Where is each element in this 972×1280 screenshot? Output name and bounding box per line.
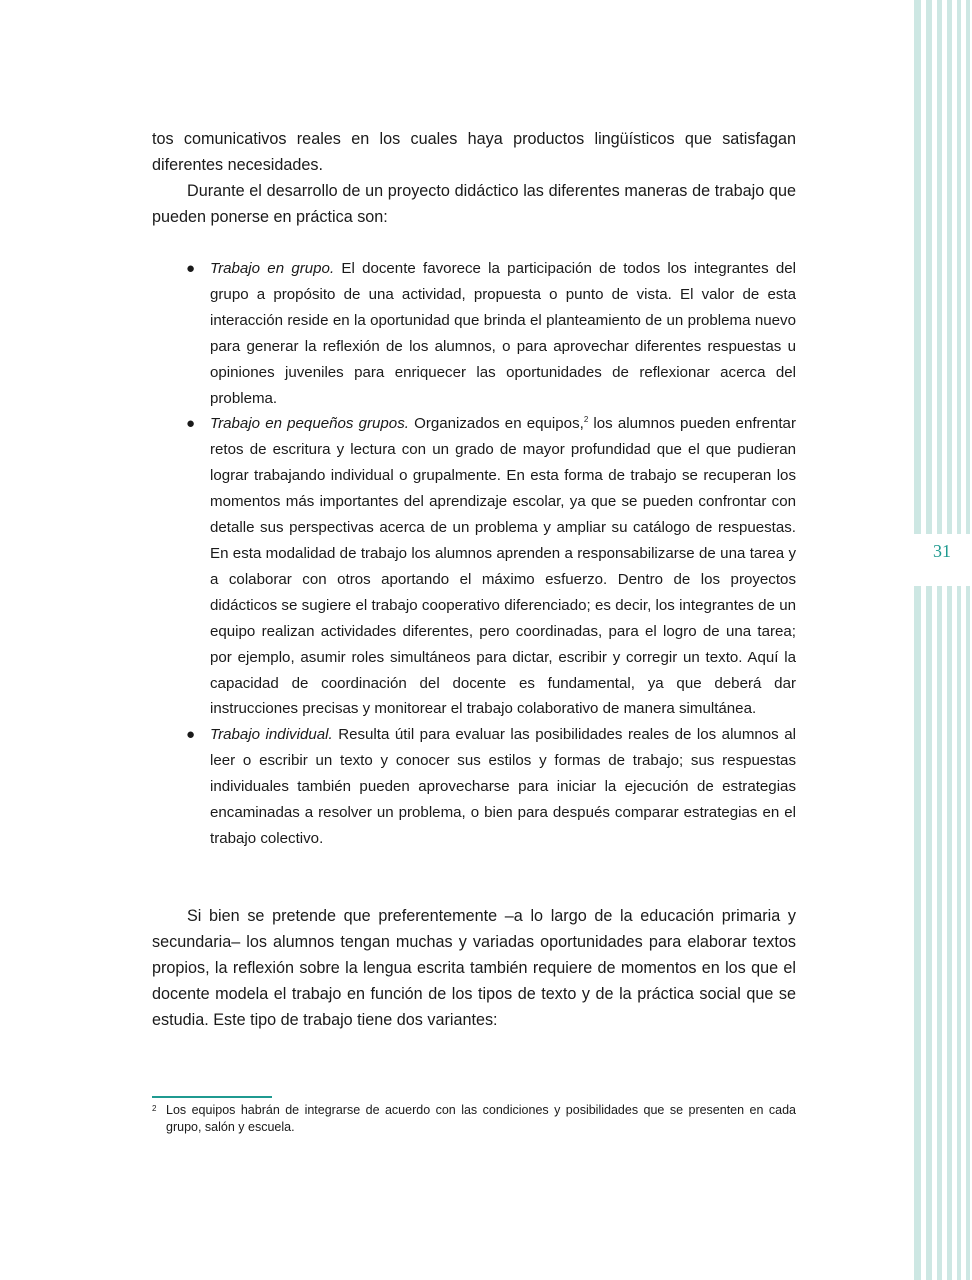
list-item [152,256,796,411]
closing-block [152,903,796,1033]
list-item-title: Trabajo en grupo. [210,260,335,277]
list-item-text: El docente favorece la participación de todos los integrantes del grupo a propósito de una actividad, propuesta o punto de vista. El valor de esta interacción reside en la oportunidad que brinda el planteamiento de un problema nuevo para generar la reflexión de los alumnos, o para aprovechar diferentes respuestas u opiniones juveniles para enriquecer las oportunidades de reflexionar acerca del problema. [210,260,797,407]
list-item [152,722,796,852]
work-modes-list [152,256,796,852]
list-item-title: Trabajo individual. [210,726,333,744]
stripe [966,0,970,1280]
stripe [914,0,921,1280]
bullet-icon: ● [186,726,196,744]
intro-block [152,126,796,230]
intro-continuation: tos comunicativos reales en los cuales haya productos lingüísticos que satisfagan diferentes necesidades. [152,130,796,174]
list-item-text: los alumnos pueden enfrentar retos de escritura y lectura con un grado de mayor profundidad que el que pudieran lograr trabajando individual o grupalmente. En esta forma de trabajo se recuperan los momentos más importantes del aprendizaje escolar, ya que se pueden confrontar con detalle sus perspectivas acerca de un problema y ampliar su catálogo de respuestas. En esta modalidad de trabajo los alumnos aprenden a responsabilizarse de una tarea y a colaborar con otros aportando el máximo esfuerzo. Dentro de los proyectos didácticos se sugiere el trabajo cooperativo diferenciado; es decir, los integrantes de un equipo realizan actividades diferentes, pero coordinadas, para el logro de una tarea; por ejemplo, asumir roles simultáneos para dictar, escribir y corregir un texto. Aquí la capacidad de coordinación del docente es fundamental, ya que deberá dar instrucciones precisas y monitorear el trabajo colaborativo de manera simultánea. [210,415,796,718]
stripe [947,0,952,1280]
footnote-divider [152,1096,272,1098]
stripe [926,0,932,1280]
list-item-title: Trabajo en pequeños grupos. [210,415,409,433]
intro-lead: Durante el desarrollo de un proyecto didáctico las diferentes maneras de trabajo que pueden ponerse en práctica son: [152,182,796,226]
stripe [937,0,942,1280]
bullet-icon: ● [186,415,196,433]
list-item-text: Organizados en equipos, [408,415,584,433]
stripe [957,0,961,1280]
list-item [152,411,796,722]
footnote [152,1102,796,1136]
footnote-number: 2 [152,1104,157,1113]
footnote-reference[interactable]: 2 [583,415,589,425]
bullet-icon: ● [186,260,196,277]
decorative-stripes [912,0,972,1280]
list-item-text: Resulta útil para evaluar las posibilidades reales de los alumnos al leer o escribir un texto y conocer sus estilos y formas de trabajo; sus respuestas individuales también pueden aprovecharse para iniciar la ejecución de estrategias encaminadas a resolver un problema, o bien para después comparar estrategias en el trabajo colectivo. [210,726,796,847]
page-number: 31 [933,541,951,561]
footnote-text: Los equipos habrán de integrarse de acuerdo con las condiciones y posibilidades que se presenten en cada grupo, salón y escuela. [166,1103,796,1134]
closing-paragraph: Si bien se pretende que preferentemente –a lo largo de la educación primaria y secundaria– los alumnos tengan muchas y variadas oportunidades para elaborar textos propios, la reflexión sobre la lengua escrita también requiere de momentos en los que el docente modela el trabajo en función de los tipos de texto y de la práctica social que se estudia. Este tipo de trabajo tiene dos variantes: [152,907,796,1029]
